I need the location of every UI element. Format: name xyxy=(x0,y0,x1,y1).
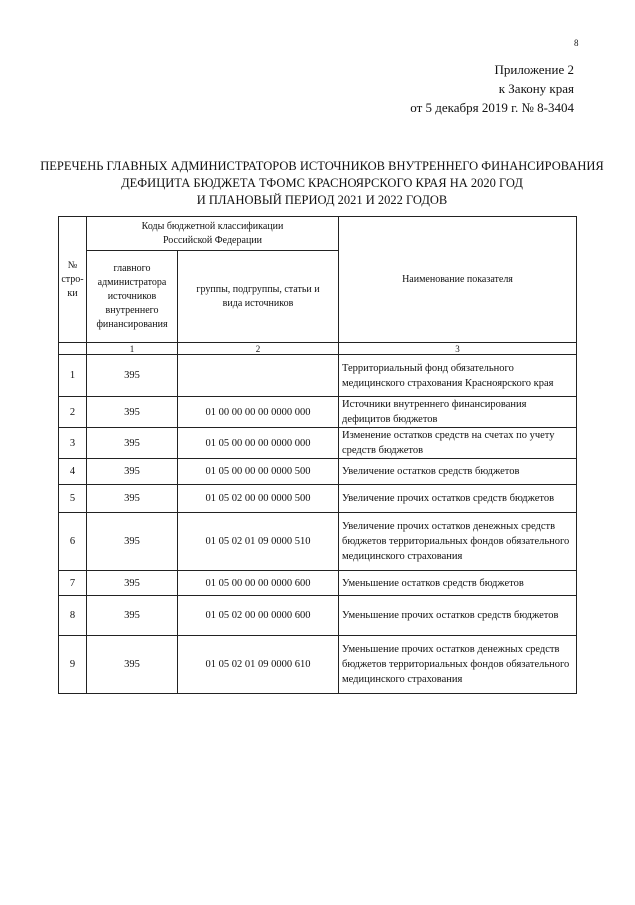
source-code: 01 05 02 01 09 0000 610 xyxy=(178,636,339,694)
row-number: 3 xyxy=(59,428,87,459)
row-number: 8 xyxy=(59,596,87,636)
appendix-line-3: от 5 декабря 2019 г. № 8-3404 xyxy=(410,100,574,115)
header-indicator-name: Наименование показателя xyxy=(339,217,577,343)
admin-code: 395 xyxy=(87,513,178,571)
source-code: 01 05 00 00 00 0000 500 xyxy=(178,459,339,485)
indicator-name: Увеличение прочих остатков средств бюджетов xyxy=(339,485,577,513)
source-code xyxy=(178,355,339,397)
indicator-name: Изменение остатков средств на счетах по учету средств бюджетов xyxy=(339,428,577,459)
row-number: 9 xyxy=(59,636,87,694)
source-code: 01 05 02 00 00 0000 600 xyxy=(178,596,339,636)
admin-code: 395 xyxy=(87,397,178,428)
admin-code: 395 xyxy=(87,355,178,397)
indicator-name: Увеличение прочих остатков денежных средств бюджетов территориальных фондов обязательного медицинского страхования xyxy=(339,513,577,571)
indicator-name: Уменьшение остатков средств бюджетов xyxy=(339,571,577,596)
table-row xyxy=(59,571,577,596)
indicator-name: Территориальный фонд обязательного медицинского страхования Красноярского края xyxy=(339,355,577,397)
header-row-1 xyxy=(59,217,577,251)
source-code: 01 05 02 01 09 0000 510 xyxy=(178,513,339,571)
indicator-name: Уменьшение прочих остатков средств бюджетов xyxy=(339,596,577,636)
table-row xyxy=(59,596,577,636)
header-admin-code: главного администратора источников внутреннего финансирования xyxy=(87,251,178,343)
header-row-no: № стро- ки xyxy=(59,217,87,343)
title-line-2: ДЕФИЦИТА БЮДЖЕТА ТФОМС КРАСНОЯРСКОГО КРАЯ НА 2020 ГОД xyxy=(121,176,523,190)
row-number: 5 xyxy=(59,485,87,513)
source-code: 01 05 00 00 00 0000 600 xyxy=(178,571,339,596)
admin-code: 395 xyxy=(87,636,178,694)
indicator-name: Увеличение остатков средств бюджетов xyxy=(339,459,577,485)
indicator-name: Уменьшение прочих остатков денежных средств бюджетов территориальных фондов обязательного медицинского страхования xyxy=(339,636,577,694)
document-title xyxy=(40,158,604,209)
column-number: 3 xyxy=(339,343,577,355)
page-number: 8 xyxy=(574,38,579,48)
admin-code: 395 xyxy=(87,485,178,513)
title-line-3: И ПЛАНОВЫЙ ПЕРИОД 2021 И 2022 ГОДОВ xyxy=(196,193,448,207)
column-number: 1 xyxy=(87,343,178,355)
row-number: 2 xyxy=(59,397,87,428)
table-row xyxy=(59,428,577,459)
title-line-1: ПЕРЕЧЕНЬ ГЛАВНЫХ АДМИНИСТРАТОРОВ ИСТОЧНИКОВ ВНУТРЕННЕГО ФИНАНСИРОВАНИЯ xyxy=(40,159,604,173)
header-group-code: группы, подгруппы, статьи и вида источников xyxy=(178,251,339,343)
table-row xyxy=(59,513,577,571)
row-number: 6 xyxy=(59,513,87,571)
column-number-empty xyxy=(59,343,87,355)
appendix-block xyxy=(410,60,574,117)
header-codes-group: Коды бюджетной классификации Российской Федерации xyxy=(87,217,339,251)
indicator-name: Источники внутреннего финансирования дефицитов бюджетов xyxy=(339,397,577,428)
table-row xyxy=(59,636,577,694)
admin-code: 395 xyxy=(87,459,178,485)
row-number: 1 xyxy=(59,355,87,397)
source-code: 01 05 00 00 00 0000 000 xyxy=(178,428,339,459)
source-code: 01 05 02 00 00 0000 500 xyxy=(178,485,339,513)
source-code: 01 00 00 00 00 0000 000 xyxy=(178,397,339,428)
admin-code: 395 xyxy=(87,596,178,636)
admin-code: 395 xyxy=(87,571,178,596)
table-row xyxy=(59,459,577,485)
sources-table xyxy=(58,216,577,694)
table-row xyxy=(59,355,577,397)
column-number: 2 xyxy=(178,343,339,355)
admin-code: 395 xyxy=(87,428,178,459)
table-row xyxy=(59,485,577,513)
row-number: 4 xyxy=(59,459,87,485)
appendix-line-2: к Закону края xyxy=(498,81,574,96)
column-numbers-row xyxy=(59,343,577,355)
appendix-line-1: Приложение 2 xyxy=(494,62,574,77)
row-number: 7 xyxy=(59,571,87,596)
table-row xyxy=(59,397,577,428)
